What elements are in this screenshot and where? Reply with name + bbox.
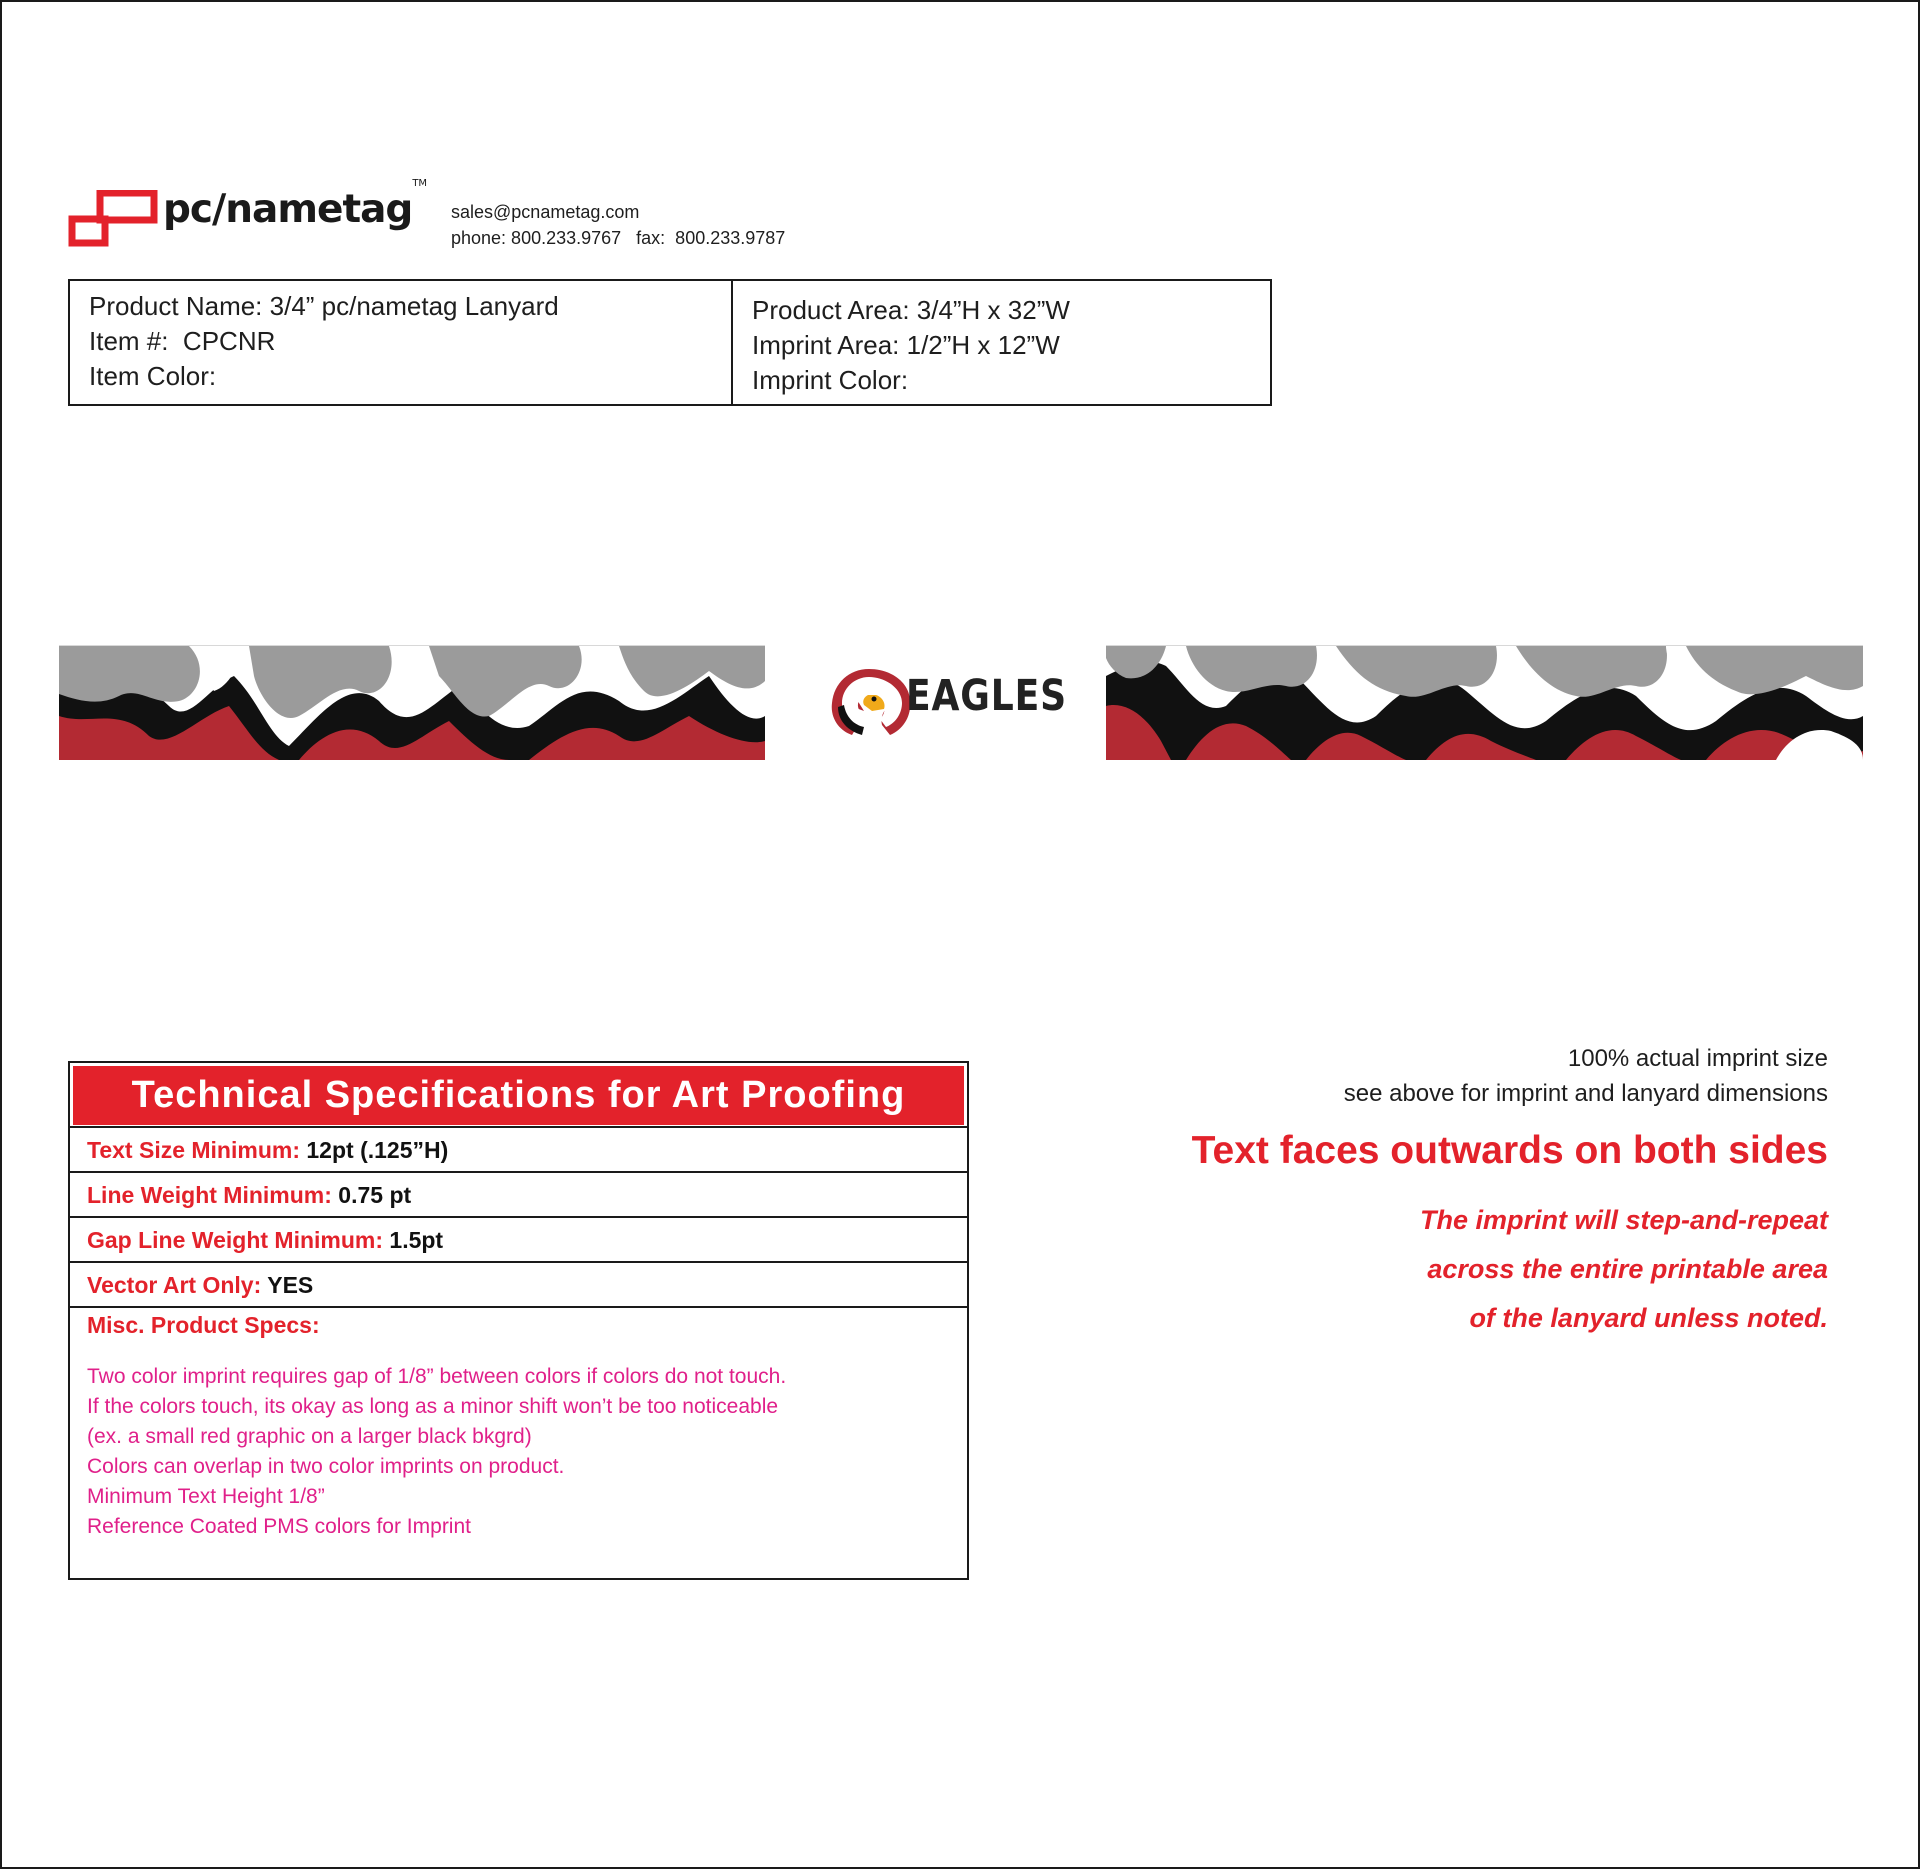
spec-row-vector-art	[70, 1261, 967, 1306]
imprint-color: Imprint Color:	[752, 365, 909, 395]
spec-value: YES	[267, 1272, 314, 1298]
note-headline: Text faces outwards on both sides	[1191, 1129, 1828, 1172]
tech-spec-table	[68, 1061, 969, 1580]
note-dimensions: see above for imprint and lanyard dimensions	[1343, 1080, 1828, 1107]
misc-line: (ex. a small red graphic on a larger black bkgrd)	[87, 1425, 532, 1448]
misc-line: Minimum Text Height 1/8”	[87, 1485, 325, 1508]
brand-name	[163, 178, 428, 232]
note-italic-line: The imprint will step-and-repeat	[1419, 1205, 1828, 1235]
misc-line: Reference Coated PMS colors for Imprint	[87, 1515, 471, 1538]
contact-info	[451, 199, 785, 251]
imprint-notes	[1192, 1041, 1828, 1343]
misc-line: Two color imprint requires gap of 1/8” between colors if colors do not touch.	[87, 1365, 787, 1388]
lanyard-band-right	[1106, 645, 1863, 760]
imprint-area: Imprint Area: 1/2”H x 12”W	[752, 330, 1060, 360]
spec-label: Text Size Minimum:	[87, 1137, 300, 1163]
spec-label: Gap Line Weight Minimum:	[87, 1227, 384, 1253]
product-info-right	[733, 281, 1270, 404]
contact-email: sales@pcnametag.com	[451, 202, 640, 222]
product-name: Product Name: 3/4” pc/nametag Lanyard	[89, 291, 559, 321]
note-step-repeat	[1192, 1196, 1828, 1343]
brand-text: pc/nametag	[163, 187, 413, 232]
spec-row-gap-line-weight	[70, 1216, 967, 1261]
spec-value: 12pt (.125”H)	[306, 1137, 449, 1163]
spec-value: 0.75 pt	[338, 1182, 412, 1208]
spec-value: 1.5pt	[389, 1227, 444, 1253]
misc-line: Colors can overlap in two color imprints on product.	[87, 1455, 565, 1478]
spec-row-line-weight	[70, 1171, 967, 1216]
misc-specs-title: Misc. Product Specs:	[70, 1306, 967, 1350]
note-italic-line: across the entire printable area	[1427, 1254, 1828, 1284]
contact-phone: phone: 800.233.9767 fax: 800.233.9787	[451, 228, 786, 248]
note-italic-line: of the lanyard unless noted.	[1469, 1303, 1828, 1333]
item-color: Item Color:	[89, 361, 217, 391]
spec-label: Line Weight Minimum:	[87, 1182, 332, 1208]
eagles-logo-text: EAGLES	[906, 671, 1068, 721]
misc-line: If the colors touch, its okay as long as a minor shift won’t be too noticeable	[87, 1395, 779, 1418]
camo-pattern-left	[59, 646, 765, 760]
trademark: TM	[412, 178, 428, 189]
product-area: Product Area: 3/4”H x 32”W	[752, 295, 1070, 325]
spec-title: Technical Specifications for Art Proofing	[73, 1066, 964, 1125]
eagle-head-icon	[824, 665, 914, 739]
note-actual-size: 100% actual imprint size	[1567, 1045, 1828, 1072]
product-info-box	[68, 279, 1272, 406]
spec-label: Vector Art Only:	[87, 1272, 262, 1298]
lanyard-band-left	[59, 645, 765, 760]
misc-specs-list	[70, 1350, 967, 1542]
product-info-left	[70, 281, 733, 404]
spec-row-text-size	[70, 1126, 967, 1171]
pcnametag-logo-icon	[68, 190, 158, 248]
item-number: Item #: CPCNR	[89, 326, 276, 356]
camo-pattern-right	[1106, 646, 1863, 760]
